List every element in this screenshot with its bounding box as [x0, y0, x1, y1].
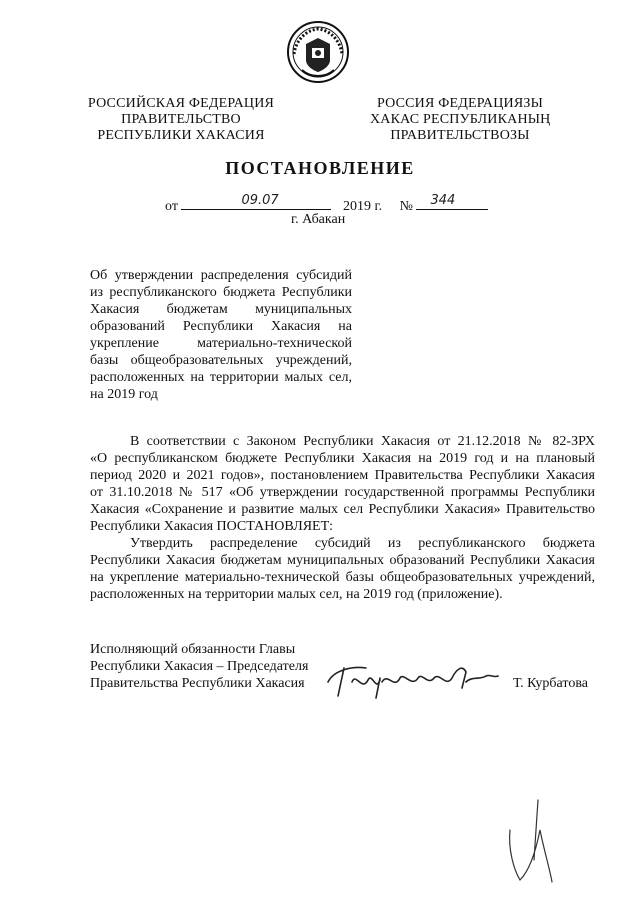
header-right-line: ХАКАС РЕСПУБЛИКАНЫҢ — [370, 112, 551, 127]
header-left-block — [86, 96, 276, 144]
paragraph-resolution — [90, 535, 595, 603]
subject-line: базы общеобразовательных учреждений, — [90, 353, 352, 368]
position-line: Правительства Республики Хакасия — [90, 676, 305, 691]
paragraph-line: от 31.10.2018 № 517 «Об утверждении государственной программы Республики — [90, 485, 595, 500]
header-right-line: РОССИЯ ФЕДЕРАЦИЯЗЫ — [376, 96, 544, 111]
paragraph-line: Утвердить распределение субсидий из республиканского бюджета — [130, 536, 595, 551]
subject-line: из республиканского бюджета Республики — [90, 285, 352, 300]
position-line: Республики Хакасия – Председателя — [90, 659, 309, 674]
number-field — [416, 195, 488, 210]
header-right-line: ПРАВИТЕЛЬСТВОЗЫ — [390, 128, 530, 143]
year-label: 2019 г. — [342, 199, 383, 214]
header-left-line: ПРАВИТЕЛЬСТВО — [121, 112, 241, 127]
paragraph-line: расположенных на территории малых сел, на 2019 год (приложение). — [90, 587, 503, 602]
paragraph-line: «О республиканском бюджете Республики Хакасия на 2019 год и на плановый — [90, 451, 595, 466]
position-line: Исполняющий обязанности Главы — [90, 642, 296, 657]
date-field — [181, 195, 331, 210]
coat-of-arms-emblem — [286, 20, 350, 84]
subject-line: расположенных на территории малых сел, — [90, 370, 352, 385]
margin-initials — [490, 790, 570, 890]
header-left-line: РОССИЙСКАЯ ФЕДЕРАЦИЯ — [87, 96, 275, 111]
paragraph-line: на укрепление материально-технической базы общеобразовательных учреждений, — [90, 570, 595, 585]
subject-line: Об утверждении распределения субсидий — [90, 268, 352, 283]
paragraph-line: Хакасия «Сохранение и развитие малых сел Республики Хакасия» Правительство — [90, 502, 595, 517]
signature-position — [90, 641, 308, 692]
header-right-block — [370, 96, 550, 144]
header-left-line: РЕСПУБЛИКИ ХАКАСИЯ — [97, 128, 265, 143]
handwritten-number: 344 — [430, 193, 456, 208]
subject-line: на 2019 год — [90, 387, 158, 402]
paragraph-preamble — [90, 433, 595, 535]
paragraph-line: период 2020 и 2021 годов», постановлением Правительства Республики Хакасия — [90, 468, 595, 483]
paragraph-line: В соответствии с Законом Республики Хакасия от 21.12.2018 № 82-ЗРХ — [130, 434, 595, 449]
document-title: ПОСТАНОВЛЕНИЕ — [225, 158, 415, 178]
subject-block — [90, 267, 352, 403]
handwritten-signature — [322, 652, 502, 702]
subject-line: укрепление материально-технической — [90, 336, 352, 351]
paragraph-line: Республики Хакасия бюджетам муниципальных образований Республики Хакасия — [90, 553, 595, 568]
city-label: г. Абакан — [291, 212, 346, 227]
subject-line: Хакасия бюджетам муниципальных — [90, 302, 352, 317]
number-label: № — [399, 199, 413, 214]
from-label: от — [165, 199, 178, 214]
subject-line: образований Республики Хакасия на — [90, 319, 352, 334]
handwritten-date: 09.07 — [241, 193, 279, 208]
paragraph-line: Республики Хакасия ПОСТАНОВЛЯЕТ: — [90, 519, 334, 534]
signer-name: Т. Курбатова — [513, 676, 588, 691]
